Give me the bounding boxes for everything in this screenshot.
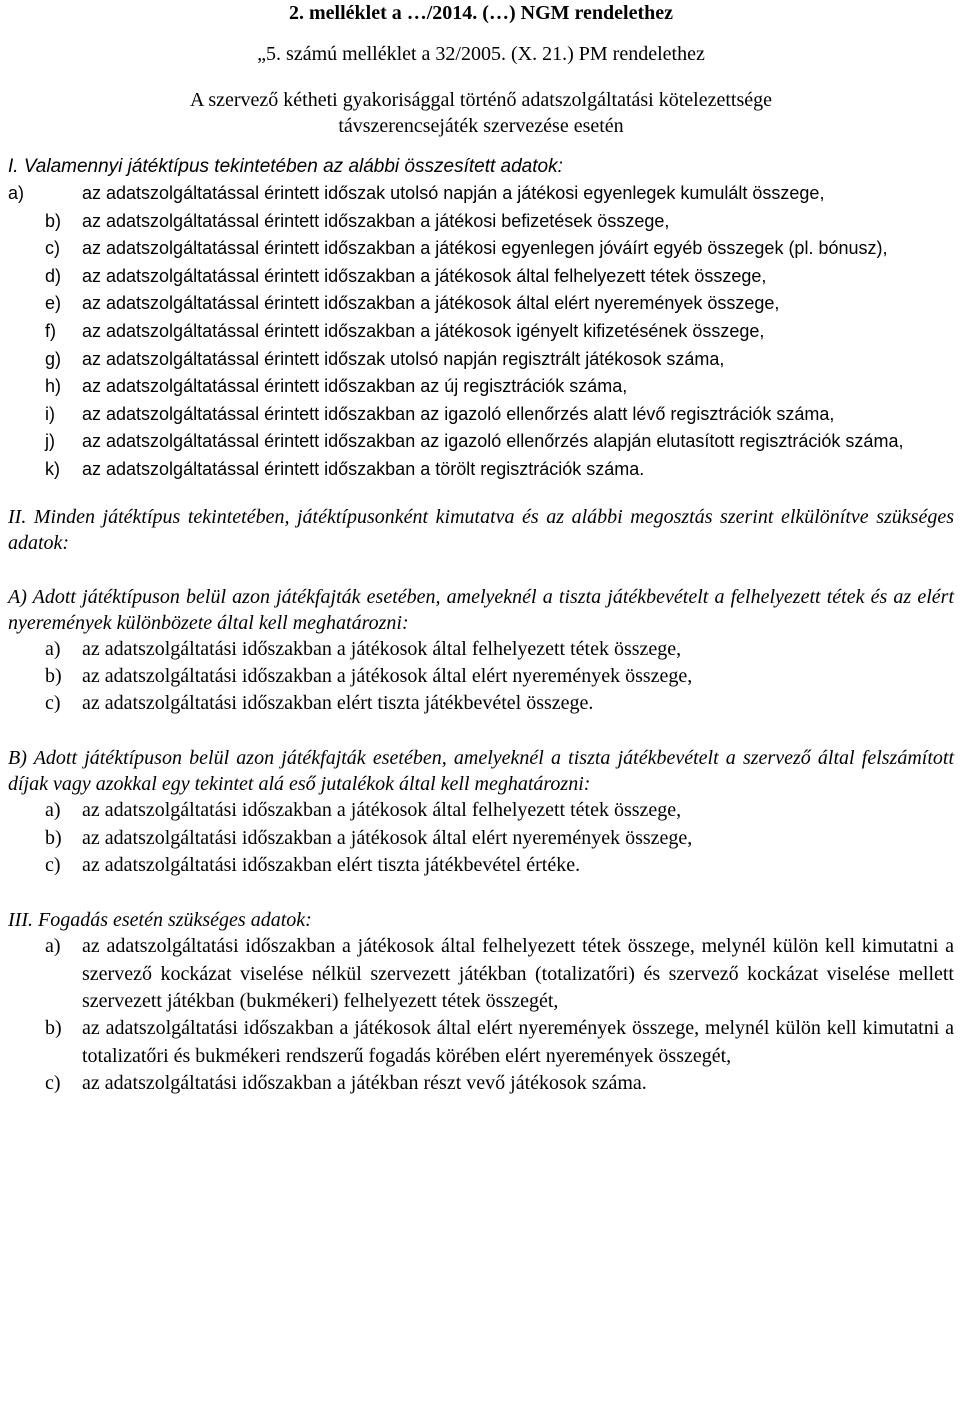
item-text: az adatszolgáltatással érintett időszakban a játékosi egyenlegen jóváírt egyéb összegek (pl. bónusz), (82, 238, 888, 259)
section-1-item-f (8, 318, 954, 346)
item-text: az adatszolgáltatással érintett időszak utolsó napján regisztrált játékosok száma, (82, 348, 725, 369)
section-2a-item-a (8, 636, 954, 663)
item-text: az adatszolgáltatással érintett időszakban a játékosok által elért nyeremények összege, (82, 293, 780, 314)
item-text: az adatszolgáltatási időszakban a játékosok által elért nyeremények összege, (82, 826, 693, 849)
section-3-item-b (8, 1015, 954, 1070)
item-marker: a) (45, 799, 61, 822)
item-marker: b) (45, 664, 62, 687)
item-text: az adatszolgáltatási időszakban a játékosok által elért nyeremények összege, (82, 664, 693, 687)
item-text: az adatszolgáltatási időszakban a játékosok által felhelyezett tétek összege, melynél külön kell kimutatni a szervező kockázat viselése nélkül szervezett játékban (totalizatőri) és szervező kockázat viselése mellett szervezett játékban (bukmékeri) felhelyezett tétek összegét, (82, 935, 954, 1012)
section-3-title: III. Fogadás esetén szükséges adatok: (8, 909, 312, 932)
section-3-item-a (8, 933, 954, 1015)
annex-subreference: „5. számú melléklet a 32/2005. (X. 21.) PM rendelethez (257, 43, 705, 65)
item-text: az adatszolgáltatással érintett időszakban az igazoló ellenőrzés alapján elutasított regisztrációk száma, (82, 431, 904, 452)
item-marker: c) (45, 854, 61, 877)
item-text: az adatszolgáltatással érintett időszakban a játékosi befizetések összege, (82, 210, 670, 231)
section-2a-item-c (8, 690, 954, 717)
section-1-title: I. Valamennyi játéktípus tekintetében az alábbi összesített adatok: (8, 156, 563, 177)
item-text: az adatszolgáltatással érintett időszakban a törölt regisztrációk száma. (82, 458, 645, 479)
item-text: az adatszolgáltatással érintett időszakban a játékosok által felhelyezett tétek összege, (82, 265, 767, 286)
section-1-item-d (8, 263, 954, 291)
item-marker: j) (45, 431, 55, 452)
item-text: az adatszolgáltatási időszakban a játékosok által felhelyezett tétek összege, (82, 637, 682, 660)
section-2a-list (8, 636, 954, 718)
document-page (8, 0, 954, 1097)
section-1-item-k (8, 456, 954, 484)
section-1-item-c (8, 235, 954, 263)
item-marker: c) (45, 692, 61, 715)
item-marker: g) (45, 348, 62, 369)
item-marker: a) (45, 935, 61, 958)
section-3-list (8, 933, 954, 1097)
item-text: az adatszolgáltatási időszakban a játékban részt vevő játékosok száma. (82, 1071, 647, 1094)
item-marker: e) (45, 293, 62, 314)
item-text: az adatszolgáltatási időszakban elért tiszta játékbevétel összege. (82, 692, 594, 715)
document-title-line2: távszerencsejáték szervezése esetén (338, 115, 624, 137)
section-1-item-b (8, 208, 954, 236)
item-marker: b) (45, 1017, 62, 1040)
section-1-item-j (8, 428, 954, 456)
section-1-list (8, 180, 954, 484)
item-marker: a) (45, 637, 61, 660)
section-2b-item-a (8, 797, 954, 824)
section-1-item-g (8, 346, 954, 374)
section-2-title: II. Minden játéktípus tekintetében, játéktípusonként kimutatva és az alábbi megosztás szerint elkülönítve szükséges adatok: (8, 505, 954, 554)
item-text: az adatszolgáltatással érintett időszakban a játékosok igényelt kifizetésének összege, (82, 320, 765, 341)
section-2b-item-c (8, 852, 954, 879)
item-marker: b) (45, 826, 62, 849)
section-2b-item-b (8, 825, 954, 852)
item-text: az adatszolgáltatási időszakban a játékosok által felhelyezett tétek összege, (82, 799, 682, 822)
section-1-item-a (8, 180, 954, 208)
section-1-item-i (8, 401, 954, 429)
section-3-item-c (8, 1070, 954, 1097)
section-2a-item-b (8, 663, 954, 690)
section-1-item-h (8, 373, 954, 401)
item-text: az adatszolgáltatással érintett időszakban az igazoló ellenőrzés alatt lévő regisztrációk száma, (82, 403, 835, 424)
item-text: az adatszolgáltatási időszakban a játékosok által elért nyeremények összege, melynél külön kell kimutatni a totalizatőri és bukmékeri rendszerű fogadás körében elért nyeremények összegét, (82, 1017, 954, 1067)
item-marker: c) (45, 1071, 61, 1094)
annex-reference: 2. melléklet a …/2014. (…) NGM rendelethez (289, 2, 673, 24)
item-marker: k) (45, 458, 60, 479)
item-marker: b) (45, 210, 62, 231)
section-2b-list (8, 797, 954, 879)
document-title-line1: A szervező kétheti gyakorisággal történő adatszolgáltatási kötelezettsége (190, 89, 772, 111)
section-2b-title: B) Adott játéktípuson belül azon játékfajták esetében, amelyeknél a tiszta játékbevételt a szervező által felszámított díjak vagy azokkal egy tekintet alá eső jutalékok által kell meghatározni: (8, 747, 954, 796)
item-text: az adatszolgáltatással érintett időszakban az új regisztrációk száma, (82, 376, 628, 397)
item-marker: c) (45, 238, 60, 259)
item-marker: d) (45, 265, 62, 286)
item-text: az adatszolgáltatással érintett időszak utolsó napján a játékosi egyenlegek kumulált összege, (82, 183, 825, 203)
item-marker: i) (45, 403, 55, 424)
item-text: az adatszolgáltatási időszakban elért tiszta játékbevétel értéke. (82, 854, 581, 877)
section-2a-title: A) Adott játéktípuson belül azon játékfajták esetében, amelyeknél a tiszta játékbevételt a felhelyezett tétek és az elért nyeremények különbözete által kell meghatározni: (8, 585, 954, 634)
item-marker: a) (8, 183, 25, 203)
section-1-item-e (8, 290, 954, 318)
item-marker: f) (45, 320, 56, 341)
item-marker: h) (45, 376, 62, 397)
